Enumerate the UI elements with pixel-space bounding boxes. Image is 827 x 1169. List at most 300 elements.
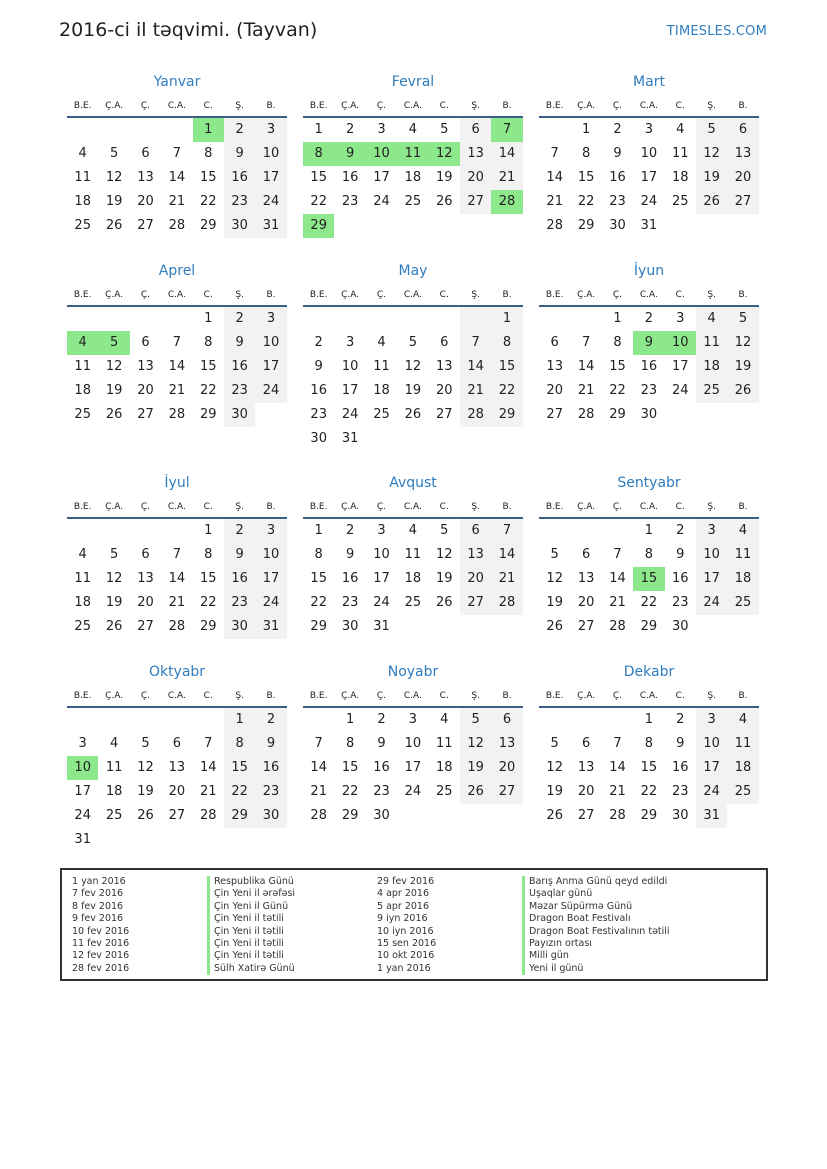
- holiday-date: 11 fev 2016: [72, 938, 130, 950]
- day-cell: 17: [640, 170, 658, 185]
- day-cell: 9: [633, 331, 664, 355]
- day-cell: 17: [255, 166, 286, 190]
- day-cell: 9: [676, 547, 685, 562]
- empty-day-cell: [303, 307, 334, 331]
- day-cell: 15: [633, 567, 664, 591]
- day-cell: 17: [373, 170, 390, 185]
- day-cell: 2: [314, 335, 323, 350]
- day-cell: 15: [640, 760, 658, 775]
- day-cell: 2: [676, 712, 685, 727]
- day-cell: 12: [429, 142, 460, 166]
- day-cell: 15: [199, 170, 217, 185]
- month-name: Mart: [633, 74, 665, 90]
- empty-day-cell: [570, 708, 601, 732]
- day-cell: 25: [74, 407, 91, 422]
- day-cell: 22: [310, 595, 327, 610]
- day-cell: 19: [460, 756, 491, 780]
- day-cell: 4: [67, 331, 98, 355]
- weekday-label: B.: [738, 101, 748, 111]
- day-cell: 17: [671, 359, 689, 374]
- day-cell: 10: [696, 732, 727, 756]
- day-cell: 11: [404, 547, 422, 562]
- holiday-name: Payızın ortası: [522, 938, 670, 950]
- day-cell: 16: [224, 567, 255, 591]
- day-cell: 2: [676, 523, 685, 538]
- month-name: Avqust: [389, 475, 437, 491]
- day-cell: 2: [345, 523, 355, 538]
- day-grid: [67, 519, 287, 639]
- day-cell: 12: [137, 760, 154, 775]
- day-grid: [303, 708, 523, 828]
- day-cell: 25: [404, 194, 422, 209]
- day-cell: 24: [373, 194, 390, 209]
- day-cell: 14: [609, 571, 626, 586]
- day-cell: 12: [460, 732, 491, 756]
- weekday-label: B.E.: [309, 101, 328, 111]
- day-cell: 29: [640, 619, 658, 634]
- weekday-label: Ç.: [140, 101, 151, 111]
- weekday-header: [303, 686, 523, 706]
- weekday-label: B.E.: [73, 101, 92, 111]
- day-cell: 8: [204, 146, 213, 161]
- day-cell: 14: [199, 760, 217, 775]
- day-cell: 12: [546, 571, 563, 586]
- day-cell: 4: [696, 307, 727, 331]
- day-cell: 4: [377, 335, 386, 350]
- weekday-label: B.E.: [309, 691, 328, 701]
- weekday-label: B.: [266, 101, 276, 111]
- day-cell: 11: [671, 146, 689, 161]
- weekday-label: Ç.A.: [105, 290, 124, 300]
- day-cell: 9: [377, 736, 386, 751]
- day-cell: 18: [435, 760, 453, 775]
- weekday-label: B.E.: [73, 502, 92, 512]
- weekday-label: C.: [675, 502, 685, 512]
- day-cell: 31: [373, 619, 390, 634]
- month-1: [67, 72, 287, 238]
- day-cell: 2: [613, 122, 622, 137]
- day-cell: 29: [199, 407, 217, 422]
- day-cell: 3: [408, 712, 417, 727]
- weekday-label: B.E.: [73, 691, 92, 701]
- day-cell: 28: [199, 808, 217, 823]
- day-cell: 23: [671, 784, 689, 799]
- day-cell: 21: [546, 194, 563, 209]
- day-cell: 28: [460, 403, 491, 427]
- weekday-label: Ş.: [707, 502, 716, 512]
- day-cell: 6: [581, 736, 591, 751]
- day-cell: 1: [224, 708, 255, 732]
- weekday-label: Ç.: [376, 502, 387, 512]
- day-cell: 15: [341, 760, 359, 775]
- day-cell: 6: [141, 547, 150, 562]
- month-name: Aprel: [158, 263, 196, 279]
- empty-day-cell: [67, 708, 98, 732]
- weekday-header: [67, 686, 287, 706]
- day-cell: 2: [224, 307, 255, 331]
- day-cell: 9: [224, 142, 255, 166]
- weekday-header: [67, 96, 287, 116]
- day-cell: 26: [105, 619, 123, 634]
- day-cell: 13: [546, 359, 563, 374]
- day-cell: 13: [460, 543, 491, 567]
- empty-day-cell: [130, 118, 161, 142]
- day-cell: 27: [577, 619, 595, 634]
- weekday-label: C.A.: [639, 290, 658, 300]
- day-cell: 20: [577, 784, 595, 799]
- weekday-header: [539, 285, 759, 305]
- holiday-date: 4 apr 2016: [377, 888, 430, 900]
- day-cell: 23: [224, 190, 255, 214]
- weekday-label: Ç.: [612, 290, 623, 300]
- empty-day-cell: [397, 307, 428, 331]
- weekday-header: [539, 497, 759, 517]
- weekday-label: C.: [203, 691, 213, 701]
- day-cell: 21: [609, 784, 626, 799]
- day-cell: 1: [193, 118, 224, 142]
- month-8: [303, 473, 523, 639]
- empty-day-cell: [570, 307, 601, 331]
- weekday-label: C.: [203, 502, 213, 512]
- day-cell: 26: [727, 379, 758, 403]
- day-cell: 13: [137, 170, 154, 185]
- day-cell: 18: [404, 571, 422, 586]
- weekday-label: C.A.: [639, 101, 658, 111]
- day-cell: 27: [546, 407, 563, 422]
- month-11: [303, 662, 523, 828]
- day-cell: 13: [727, 142, 758, 166]
- weekday-label: Ç.A.: [577, 502, 596, 512]
- day-cell: 27: [137, 407, 154, 422]
- weekday-label: Ç.: [376, 101, 387, 111]
- weekday-label: Ş.: [471, 502, 480, 512]
- day-cell: 11: [74, 359, 91, 374]
- day-cell: 15: [199, 359, 217, 374]
- day-cell: 10: [255, 543, 286, 567]
- empty-day-cell: [98, 519, 129, 543]
- holiday-name: Sülh Xatirə Günü: [207, 963, 295, 975]
- day-cell: 16: [224, 166, 255, 190]
- day-cell: 24: [696, 780, 727, 804]
- day-cell: 28: [168, 407, 186, 422]
- day-cell: 23: [255, 780, 286, 804]
- empty-day-cell: [130, 708, 161, 732]
- holiday-date: 10 iyn 2016: [377, 925, 434, 937]
- empty-day-cell: [602, 708, 633, 732]
- day-cell: 2: [224, 118, 255, 142]
- day-cell: 7: [460, 331, 491, 355]
- weekday-label: Ç.A.: [341, 290, 360, 300]
- holiday-date: 5 apr 2016: [377, 900, 430, 912]
- weekday-header: [539, 686, 759, 706]
- day-cell: 5: [109, 146, 119, 161]
- day-cell: 21: [491, 166, 522, 190]
- weekday-label: Ş.: [707, 691, 716, 701]
- day-cell: 11: [727, 732, 758, 756]
- day-cell: 10: [67, 756, 98, 780]
- day-cell: 24: [696, 591, 727, 615]
- weekday-label: B.: [266, 691, 276, 701]
- weekday-label: Ç.A.: [341, 502, 360, 512]
- day-cell: 11: [397, 142, 428, 166]
- day-cell: 4: [78, 146, 87, 161]
- day-cell: 16: [341, 170, 359, 185]
- day-cell: 14: [168, 170, 186, 185]
- day-cell: 28: [609, 808, 626, 823]
- empty-day-cell: [303, 708, 334, 732]
- day-cell: 12: [105, 359, 123, 374]
- month-6: [539, 261, 759, 427]
- month-7: [67, 473, 287, 639]
- day-cell: 30: [373, 808, 390, 823]
- day-cell: 3: [255, 118, 286, 142]
- day-cell: 24: [341, 407, 359, 422]
- day-cell: 8: [204, 547, 213, 562]
- day-cell: 13: [137, 571, 154, 586]
- day-cell: 12: [546, 760, 563, 775]
- day-cell: 6: [172, 736, 181, 751]
- day-cell: 7: [613, 547, 622, 562]
- empty-day-cell: [161, 118, 192, 142]
- day-cell: 12: [435, 547, 453, 562]
- day-cell: 21: [310, 784, 327, 799]
- day-cell: 31: [640, 218, 658, 233]
- page-title: 2016-ci il təqvimi. (Tayvan): [59, 19, 318, 41]
- day-cell: 18: [74, 383, 91, 398]
- day-cell: 30: [310, 431, 327, 446]
- day-cell: 5: [550, 547, 559, 562]
- day-cell: 16: [671, 760, 689, 775]
- weekday-label: Ç.A.: [105, 502, 124, 512]
- day-cell: 20: [546, 383, 563, 398]
- day-cell: 3: [676, 311, 685, 326]
- weekday-label: B.: [738, 290, 748, 300]
- day-cell: 25: [696, 379, 727, 403]
- weekday-label: B.: [502, 290, 512, 300]
- day-grid: [303, 519, 523, 639]
- weekday-label: B.: [266, 502, 276, 512]
- day-cell: 1: [345, 712, 355, 727]
- weekday-label: B.E.: [73, 290, 92, 300]
- day-cell: 18: [105, 784, 123, 799]
- weekday-label: B.E.: [309, 290, 328, 300]
- weekday-label: B.E.: [545, 101, 564, 111]
- day-cell: 15: [491, 355, 522, 379]
- day-cell: 15: [577, 170, 595, 185]
- holiday-date: 10 okt 2016: [377, 950, 435, 962]
- day-cell: 1: [613, 311, 622, 326]
- holiday-name: Barış Anma Günü qeyd edildi: [522, 876, 670, 888]
- day-cell: 28: [168, 619, 186, 634]
- day-cell: 22: [310, 194, 327, 209]
- month-12: [539, 662, 759, 828]
- day-cell: 11: [74, 170, 91, 185]
- day-cell: 10: [255, 331, 286, 355]
- day-cell: 20: [577, 595, 595, 610]
- day-cell: 24: [255, 591, 286, 615]
- weekday-label: Ç.: [612, 101, 623, 111]
- day-cell: 28: [609, 619, 626, 634]
- weekday-header: [539, 96, 759, 116]
- day-cell: 30: [671, 619, 689, 634]
- day-cell: 22: [224, 780, 255, 804]
- day-cell: 23: [310, 407, 327, 422]
- day-cell: 23: [341, 595, 359, 610]
- day-cell: 16: [310, 383, 327, 398]
- day-cell: 1: [314, 523, 323, 538]
- day-cell: 5: [408, 335, 417, 350]
- day-cell: 22: [577, 194, 595, 209]
- day-cell: 19: [546, 595, 563, 610]
- day-cell: 16: [341, 571, 359, 586]
- month-name: Fevral: [391, 74, 435, 90]
- day-cell: 9: [255, 732, 286, 756]
- day-cell: 1: [204, 311, 213, 326]
- day-cell: 21: [460, 379, 491, 403]
- day-grid: [67, 307, 287, 427]
- day-cell: 15: [310, 571, 327, 586]
- day-cell: 1: [491, 307, 522, 331]
- empty-day-cell: [460, 307, 491, 331]
- empty-day-cell: [539, 118, 570, 142]
- day-cell: 10: [255, 142, 286, 166]
- holiday-names-column-1: [207, 876, 295, 975]
- day-cell: 21: [491, 567, 522, 591]
- weekday-header: [67, 285, 287, 305]
- day-cell: 17: [74, 784, 91, 799]
- day-cell: 15: [224, 756, 255, 780]
- day-cell: 17: [341, 383, 359, 398]
- day-cell: 13: [137, 359, 154, 374]
- day-cell: 17: [255, 567, 286, 591]
- day-cell: 27: [460, 591, 491, 615]
- holiday-list: [60, 868, 768, 981]
- empty-day-cell: [67, 519, 98, 543]
- day-cell: 11: [105, 760, 123, 775]
- day-cell: 6: [550, 335, 559, 350]
- holiday-date: 28 fev 2016: [72, 962, 130, 974]
- weekday-label: C.: [203, 290, 213, 300]
- day-cell: 25: [373, 407, 390, 422]
- holiday-name: Çin Yeni il tətili: [207, 938, 295, 950]
- day-cell: 17: [696, 756, 727, 780]
- day-cell: 26: [546, 619, 563, 634]
- day-cell: 25: [727, 780, 758, 804]
- empty-day-cell: [161, 519, 192, 543]
- day-cell: 19: [696, 166, 727, 190]
- empty-day-cell: [570, 519, 601, 543]
- day-cell: 23: [640, 383, 658, 398]
- day-cell: 25: [404, 595, 422, 610]
- holiday-dates-column-1: [72, 876, 129, 975]
- weekday-label: C.A.: [403, 691, 422, 701]
- day-grid: [539, 307, 759, 427]
- day-cell: 2: [224, 519, 255, 543]
- day-cell: 24: [640, 194, 658, 209]
- day-cell: 23: [341, 194, 359, 209]
- weekday-label: Ç.: [612, 502, 623, 512]
- weekday-label: Ç.: [140, 290, 151, 300]
- day-cell: 29: [609, 407, 626, 422]
- day-cell: 5: [460, 708, 491, 732]
- day-cell: 1: [204, 523, 213, 538]
- weekday-label: C.A.: [403, 290, 422, 300]
- day-cell: 3: [255, 519, 286, 543]
- weekday-label: Ç.A.: [341, 101, 360, 111]
- day-cell: 29: [341, 808, 359, 823]
- weekday-label: B.E.: [545, 691, 564, 701]
- empty-day-cell: [98, 307, 129, 331]
- day-cell: 7: [491, 118, 522, 142]
- month-9: [539, 473, 759, 639]
- holiday-date: 8 fev 2016: [72, 900, 124, 912]
- day-cell: 27: [460, 190, 491, 214]
- day-cell: 30: [609, 218, 626, 233]
- day-cell: 5: [141, 736, 150, 751]
- day-cell: 16: [373, 760, 390, 775]
- weekday-label: Ç.: [140, 502, 151, 512]
- day-cell: 29: [640, 808, 658, 823]
- day-cell: 22: [341, 784, 359, 799]
- day-cell: 29: [199, 218, 217, 233]
- day-cell: 14: [546, 170, 563, 185]
- day-cell: 24: [255, 190, 286, 214]
- month-name: Dekabr: [623, 664, 675, 680]
- day-cell: 4: [676, 122, 685, 137]
- day-cell: 26: [460, 780, 491, 804]
- month-2: [303, 72, 523, 238]
- day-cell: 10: [341, 359, 359, 374]
- day-cell: 19: [546, 784, 563, 799]
- weekday-label: C.: [675, 101, 685, 111]
- day-cell: 29: [491, 403, 522, 427]
- day-cell: 14: [609, 760, 626, 775]
- day-cell: 16: [224, 355, 255, 379]
- day-cell: 10: [640, 146, 658, 161]
- weekday-label: Ç.: [612, 691, 623, 701]
- day-cell: 20: [137, 194, 154, 209]
- empty-day-cell: [429, 307, 460, 331]
- day-cell: 14: [310, 760, 327, 775]
- day-cell: 21: [577, 383, 595, 398]
- day-cell: 31: [255, 615, 286, 639]
- day-cell: 6: [440, 335, 449, 350]
- day-cell: 20: [137, 383, 154, 398]
- holiday-date: 1 yan 2016: [72, 876, 126, 887]
- holiday-name: Uşaqlar günü: [522, 888, 670, 900]
- day-cell: 26: [137, 808, 154, 823]
- day-cell: 25: [671, 194, 689, 209]
- weekday-label: Ş.: [707, 101, 716, 111]
- day-cell: 4: [727, 519, 758, 543]
- day-cell: 26: [105, 218, 123, 233]
- site-link[interactable]: TIMESLES.COM: [666, 24, 767, 39]
- day-cell: 11: [74, 571, 91, 586]
- day-cell: 1: [314, 122, 323, 137]
- day-cell: 8: [204, 335, 213, 350]
- day-cell: 7: [314, 736, 323, 751]
- day-cell: 4: [78, 547, 87, 562]
- day-cell: 2: [345, 122, 355, 137]
- day-cell: 29: [224, 804, 255, 828]
- day-cell: 21: [168, 595, 186, 610]
- weekday-label: B.: [502, 502, 512, 512]
- day-cell: 26: [105, 407, 123, 422]
- day-cell: 6: [727, 118, 758, 142]
- day-cell: 27: [727, 190, 758, 214]
- day-cell: 13: [577, 571, 595, 586]
- weekday-label: Ç.: [140, 691, 151, 701]
